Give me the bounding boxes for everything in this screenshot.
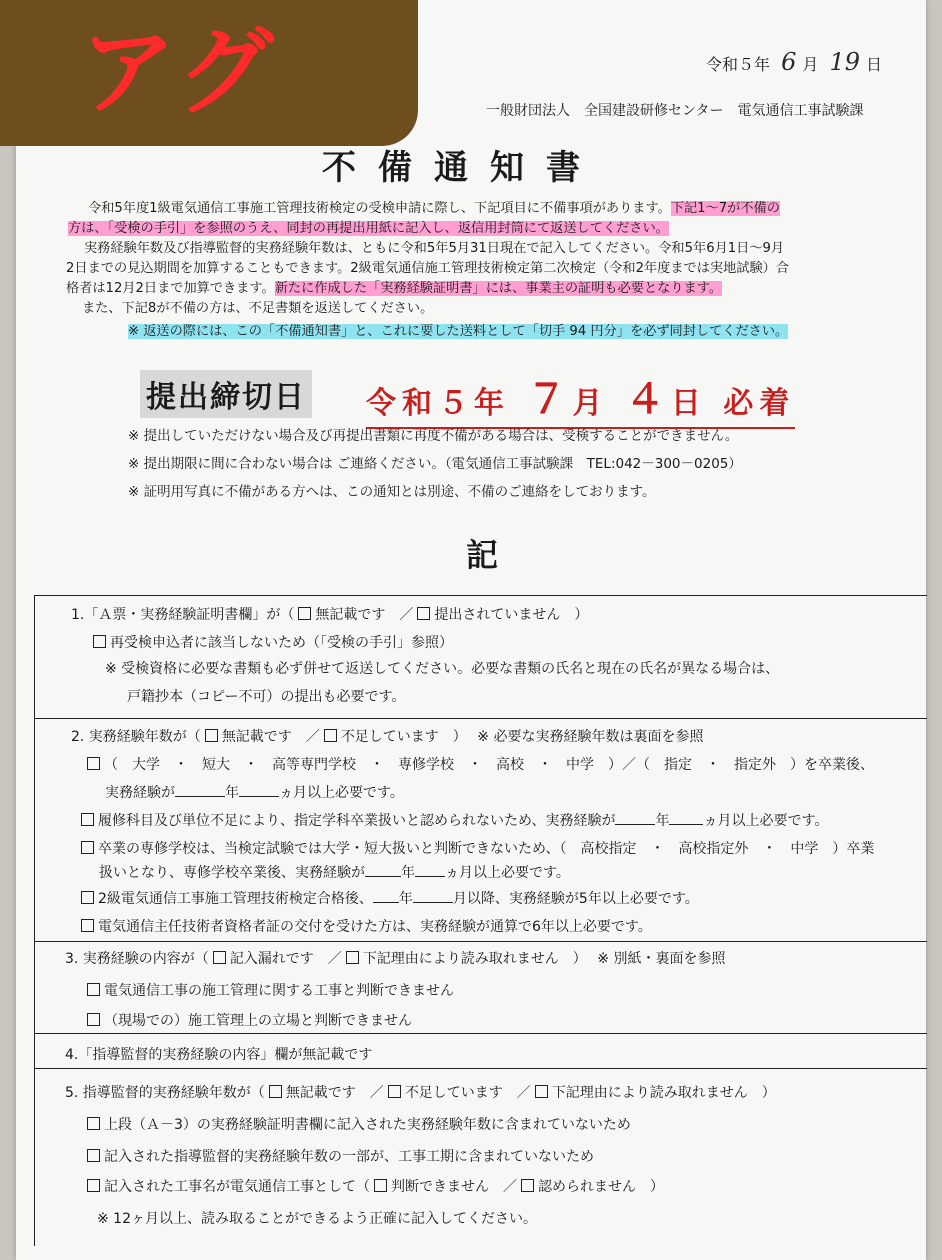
deadline-day-unit: 日 [670,386,707,421]
checkbox[interactable] [81,891,94,904]
s2-item-2 [77,810,828,830]
s5-item-2-text: 記入された指導監督的実務経験年数の一部が、工事工期に含まれていないため [104,1149,594,1165]
blank-field[interactable] [413,902,453,903]
checkbox[interactable] [346,951,359,964]
issue-date [706,48,882,76]
s1-note-1: ※ 受検資格に必要な書類も必ず併せて返送してください。必要な書類の氏名と現在の氏名が異なる場合は、 [105,661,780,677]
month-unit: ヵ月以上必要です。 [703,813,829,829]
intro-text: 令和5年度1級電気通信工事施工管理技術検定の受検申請に際し、下記項目に不備事項があります。 [88,201,671,216]
date-era: 令和５年 [706,55,771,74]
checkbox[interactable] [324,729,337,742]
s3-item-2-text: （現場での）施工管理上の立場と判断できません [104,1013,412,1029]
section-5-title [65,1082,776,1102]
section-divider [35,718,927,719]
s5-item-3-text: 記入された工事名が電気通信工事として（ [104,1179,370,1195]
checkbox[interactable] [81,841,94,854]
s2-item-5-text: 電気通信主任技術者資格者証の交付を受けた方は、実務経験が通算で6年以上必要です。 [98,919,652,935]
intro-line-2 [68,217,669,236]
intro-line-6: また、下記8が不備の方は、不足書類を返送してください。 [82,301,434,316]
s5-item-1-text: 上段（Ａ－3）の実務経験証明書欄に記入された実務経験年数に含まれていないため [104,1117,631,1133]
s3-title-text: 3. 実務経験の内容が（ [65,951,209,967]
s3-note: ※ 別紙・裏面を参照 [597,951,726,967]
blank-field[interactable] [239,796,279,797]
checkbox[interactable] [205,729,218,742]
s5-option-3: 下記理由により読み取れません ） [551,1085,776,1101]
s5-option-a: 判断できません ／ [391,1179,517,1195]
s5-item-1 [83,1114,631,1134]
checkbox[interactable] [388,1085,401,1098]
ki-heading: 記 [466,536,499,574]
month-unit: ヵ月以上必要です。 [445,865,570,881]
section-4-title: 4.「指導監督的実務経験の内容」欄が無記載です [65,1047,373,1063]
highlight-pink: 方は、「受検の手引」を参照のうえ、同封の再提出用紙に記入し、返信用封筒にて返送してください。 [68,221,669,236]
checkbox[interactable] [417,607,430,620]
year-unit: 年 [398,891,413,907]
s3-item-1 [83,980,454,1000]
s2-title-text: 2. 実務経験年数が（ [71,729,201,745]
checkbox[interactable] [87,757,100,770]
document-title: 不備通知書 [322,148,602,188]
checkbox[interactable] [81,919,94,932]
blank-field[interactable] [175,796,225,797]
s5-option-1: 無記載です ／ [285,1085,384,1101]
note-1: ※ 提出していただけない場合及び再提出書類に再度不備がある場合は、受検することができません。 [128,428,739,444]
s1-item-1 [89,632,453,652]
intro-text: 格者は12月2日まで加算できます。 [66,281,275,296]
blank-field[interactable] [615,824,655,825]
checkbox[interactable] [81,813,94,826]
s5-option-b: 認められません ） [538,1179,664,1195]
checkbox[interactable] [93,635,106,648]
section-3-title [65,948,725,968]
s2-item-2-text: 履修科目及び単位不足により、指定学科卒業扱いと認められないため、実務経験が [98,813,616,829]
section-1-title [71,604,588,624]
s2-item-3-text: 卒業の専修学校は、当検定試験では大学・短大扱いと判断できないため、（ 高校指定 ・ 高校指定外 ・ 中学 ）卒業 [98,841,875,857]
s1-option-1: 無記載です ／ [315,607,414,623]
s2-option-1: 無記載です ／ [221,729,320,745]
s3-item-2 [83,1010,412,1030]
deadline-date [366,368,795,429]
organization-name: 一般財団法人 全国建設研修センター 電気通信工事試験課 [486,103,864,119]
blank-field[interactable] [415,876,445,877]
s1-title-text: 1.「Ａ票・実務経験証明書欄」が（ [71,607,295,623]
blank-field[interactable] [373,902,399,903]
date-day-unit: 日 [866,55,883,74]
section-divider [35,1068,927,1069]
checkbox[interactable] [298,607,311,620]
intro-line-3: 実務経験年数及び指導監督的実務経験年数は、ともに令和5年5月31日現在で記入してください。令和5年6月1日～9月 [84,241,785,256]
s2-item-1-text: （ 大学 ・ 短大 ・ 高等専門学校 ・ 専修学校 ・ 高校 ・ 中学 ）／（ 指定 ・ 指定外 ）を卒業後、 [104,757,874,773]
intro-line-7 [128,320,788,339]
s1-note-2: 戸籍抄本（コピー不可）の提出も必要です。 [127,689,406,705]
checkbox[interactable] [87,1117,100,1130]
blank-field[interactable] [669,824,703,825]
s1-option-2: 提出されていません ） [434,607,589,623]
s2-item-3 [77,838,874,858]
blank-field[interactable] [365,876,401,877]
checkbox[interactable] [374,1179,387,1192]
checkbox[interactable] [87,1013,100,1026]
s2-item-4-text: 2級電気通信工事施工管理技術検定合格後、 [98,891,373,907]
checkbox[interactable] [87,983,100,996]
checkbox[interactable] [521,1179,534,1192]
section-2-title [71,726,703,746]
s5-option-2: 不足しています ／ [404,1085,531,1101]
s2-item-5 [77,916,652,936]
s2-item-3-text-cont: 扱いとなり、専修学校卒業後、実務経験が [99,865,365,881]
highlight-cyan: ※ 返送の際には、この「不備通知書」と、これに要した送料として「切手 94 円分」を必ず同封してください。 [128,324,789,339]
intro-line-4: 2日までの見込期間を加算することもできます。2級電気通信施工管理技術検定第二次検定（令和2年度までは実地試験）合 [66,261,790,276]
section-divider [35,1033,927,1034]
checkbox[interactable] [87,1179,100,1192]
checklist-table [34,595,927,1246]
checkbox[interactable] [269,1085,282,1098]
checkbox[interactable] [535,1085,548,1098]
note-2: ※ 提出期限に間に合わない場合は ご連絡ください。（電気通信工事試験課 TEL:042－300－0205） [128,456,742,472]
s3-option-2: 下記理由により読み取れません ） [362,951,587,967]
s2-experience-label: 実務経験が [105,785,175,801]
s5-note: ※ 12ヶ月以上、読み取ることができるよう正確に記入してください。 [97,1211,537,1227]
s2-item-1-cont [105,782,404,802]
year-unit: 年 [401,865,415,881]
deadline-suffix: 必着 [723,386,796,421]
s5-item-3 [83,1176,664,1196]
s2-item-1 [83,754,874,774]
s5-item-2 [83,1146,594,1166]
intro-line-5 [66,277,722,296]
year-unit: 年 [655,813,670,829]
s1-item-1-text: 再受検申込者に該当しないため（「受検の手引」参照） [110,635,453,651]
deadline-day: ４ [624,376,671,423]
checkbox[interactable] [87,1149,100,1162]
date-month-unit: 月 [802,55,819,74]
date-day-handwritten: 19 [829,48,861,76]
month-unit: ヵ月以上必要です。 [279,785,404,801]
s3-option-1: 記入漏れです ／ [229,951,342,967]
intro-line-1 [88,197,780,216]
s2-item-4-text-cont: 月以降、実務経験が5年以上必要です。 [452,891,699,907]
highlight-pink: 新たに作成した「実務経験証明書」には、事業主の証明も必要となります。 [274,281,723,296]
checkbox[interactable] [213,951,226,964]
s3-item-1-text: 電気通信工事の施工管理に関する工事と判断できません [104,983,454,999]
section-divider [35,941,927,942]
badge-text: アグ [80,16,278,128]
deadline-month-unit: 月 [572,386,609,421]
deadline-month: ７ [526,376,573,423]
deadline-label: 提出締切日 [140,370,312,418]
s2-item-3-cont [99,862,570,882]
date-month-handwritten: 6 [781,48,797,76]
deadline-era: 令和５年 [366,386,510,421]
user-label-badge [0,0,418,146]
s2-item-4 [77,888,699,908]
s2-note: ※ 必要な実務経験年数は裏面を参照 [477,729,704,745]
note-3: ※ 証明用写真に不備がある方へは、この通知とは別途、不備のご連絡をしております。 [128,484,656,500]
s5-title-text: 5. 指導監督的実務経験年数が（ [65,1085,265,1101]
s2-option-2: 不足しています ） [340,729,467,745]
highlight-pink: 下記1～7が不備の [670,201,780,216]
year-unit: 年 [225,785,239,801]
